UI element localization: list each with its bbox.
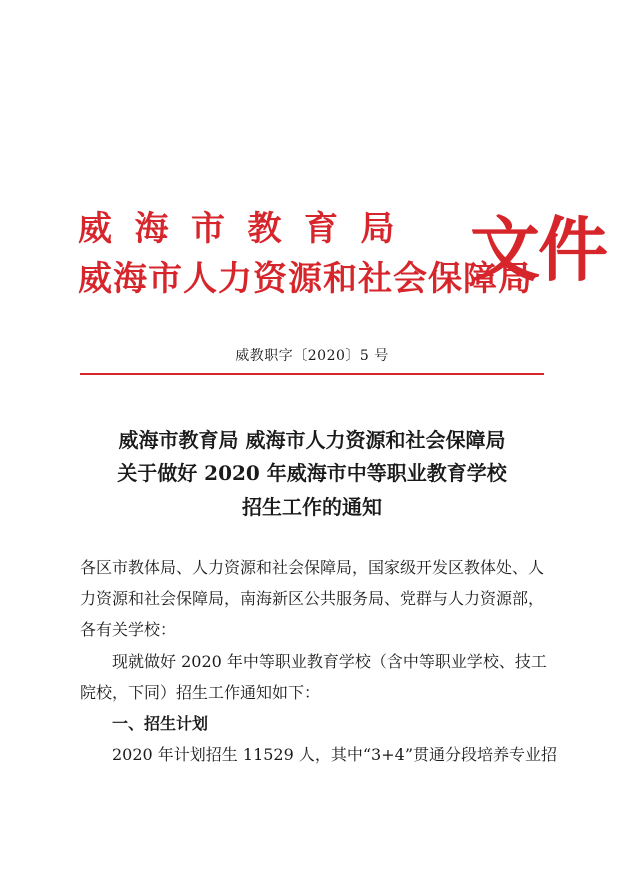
salutation-line: 各有关学校： [80, 620, 177, 639]
document-type-label: 文件 [470, 208, 606, 291]
issuer-line-1: 威海市教育局 [78, 209, 417, 249]
intro-line: 院校，下同）招生工作通知如下： [80, 683, 321, 702]
document-number: 威教职字〔2020〕5 号 [235, 348, 389, 364]
salutation-line: 力资源和社会保障局，南海新区公共服务局、党群与人力资源部， [80, 589, 545, 608]
red-divider [80, 373, 544, 375]
title-line-3: 招生工作的通知 [242, 495, 382, 519]
issuer-line-2: 威海市人力资源和社会保障局 [78, 259, 533, 299]
salutation-line: 各区市教体局、人力资源和社会保障局，国家级开发区教体处、人 [80, 558, 545, 577]
intro-line: 现就做好 2020 年中等职业教育学校（含中等职业学校、技工 [112, 652, 547, 671]
title-line-1: 威海市教育局 威海市人力资源和社会保障局 [118, 428, 506, 452]
section-heading: 一、招生计划 [112, 714, 209, 733]
title-line-2: 关于做好 2020 年威海市中等职业教育学校 [117, 461, 507, 485]
section-text-line: 2020 年计划招生 11529 人，其中“3+4”贯通分段培养专业招 [112, 745, 558, 764]
